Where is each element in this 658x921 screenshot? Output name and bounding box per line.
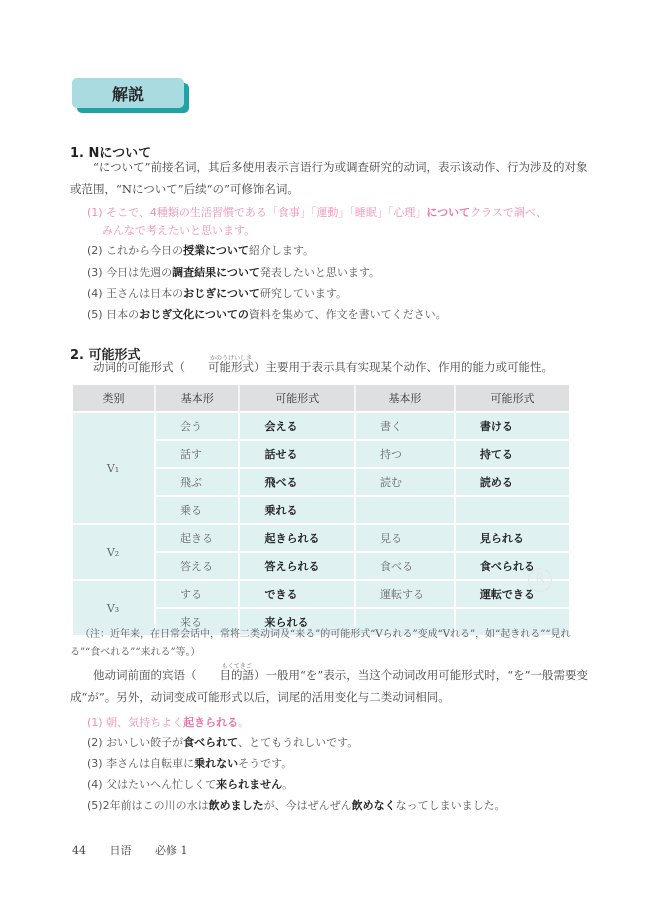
table-cell: 書ける [455,412,569,440]
category-v2: V₂ [73,524,155,580]
header-category: 类别 [73,385,155,412]
table-cell: できる [239,580,354,608]
table-cell: する [155,580,239,608]
header-potential-form: 可能形式 [239,385,354,412]
section1-description: “について”前接名词，其后多使用表示言语行为或调查研究的动词，表示该动作、行为涉及的对象或范围，“Nについて”后续“の”可修饰名词。 [70,160,588,196]
book-title: 日语 [109,844,132,857]
table-cell: 持つ [355,440,455,468]
section1-example-5: (5) 日本のおじぎ文化についての資料を集めて、作文を書いてください。 [87,308,447,321]
header-base-form-2: 基本形 [355,385,455,412]
table-cell [455,496,569,524]
table-cell: 答えられる [239,552,354,580]
table-note: （注：近年来，在日常会话中，常将二类动词及“来る”的可能形式“Vられる”变成“Vれる”，如“起きれる”“見れる”“食べれる”“来れる”等。） [70,629,571,658]
table-cell: 見る [355,524,455,552]
header-base-form: 基本形 [155,385,239,412]
section2-description: 动词的可能形式（ かのうけいしき 可能形式）主要用于表示具有实现某个动作、作用的能力或可能性。 [93,355,553,374]
section1-example-1: (1) そこで、4種類の生活習慣である「食事」「運動」「睡眠」「心理」についてクラスで調べ、 [87,206,547,219]
section2-example-2: (2) おいしい餃子が食べられて、とてもうれしいです。 [87,736,359,749]
potential-form-table [73,385,569,635]
section-title-badge [72,78,184,108]
table-cell: 持てる [455,440,569,468]
section-title: 解説 [111,84,144,104]
section2-paragraph: 他动词前面的宾语（ もくてきご 目的語）一般用“を”表示，当这个动词改用可能形式时，“を”一般需要变成“が”。另外，动词变成可能形式以后，词尾的活用变化与二类动词相同。 [70,663,589,704]
section1-example-4: (4) 王さんは日本のおじぎについて研究しています。 [87,287,347,300]
book-volume: 必修 1 [155,844,188,857]
table-row [73,580,569,608]
page-footer [72,842,208,858]
table-cell: 食べられる [455,552,569,580]
table-cell: 運転する [355,580,455,608]
section2-example-5: (5)2年前はこの川の水は飲めましたが、今はぜんぜん飲めなくなってしまいました。 [87,799,506,812]
section1-example-2: (2) これから今日の授業について紹介します。 [87,244,314,257]
table-cell: 見られる [455,524,569,552]
table-cell: 乗れる [239,496,354,524]
section2-example-1: (1) 朝、気持ちよく起きられる。 [87,716,250,729]
table-cell: 来る [155,608,239,635]
section2-example-4: (4) 父はたいへん忙しくて来られません。 [87,778,294,791]
table-cell: 起きられる [239,524,354,552]
section1-example-1-line2: みんなで考えたいと思います。 [102,224,256,237]
table-cell: 飛ぶ [155,468,239,496]
table-cell: 答える [155,552,239,580]
category-v3: V₃ [73,580,155,635]
table-cell: 来られる [239,608,354,635]
category-v1: V₁ [73,412,155,524]
table-cell: 読める [455,468,569,496]
table-cell: 起きる [155,524,239,552]
table-cell: 会う [155,412,239,440]
table-row [73,412,569,440]
table-cell [355,496,455,524]
header-potential-form-2: 可能形式 [455,385,569,412]
registered-mark-icon: R [528,568,552,592]
table-cell: 乗る [155,496,239,524]
section2-heading: 2. 可能形式 [70,348,141,363]
table-cell: 書く [355,412,455,440]
table-cell: 飛べる [239,468,354,496]
table-cell: 食べる [355,552,455,580]
section1-example-3: (3) 今日は先週の調査結果について発表したいと思います。 [87,266,380,279]
table-header-row [73,385,569,412]
table-row [73,524,569,552]
table-cell: 話す [155,440,239,468]
table-cell: 話せる [239,440,354,468]
section1-heading: 1. Nについて [70,146,152,161]
table-cell: 読む [355,468,455,496]
page-number: 44 [72,844,86,857]
table-cell: 会える [239,412,354,440]
section2-example-3: (3) 李さんは自転車に乗れないそうです。 [87,757,293,770]
table-cell: 運転できる [455,580,569,608]
